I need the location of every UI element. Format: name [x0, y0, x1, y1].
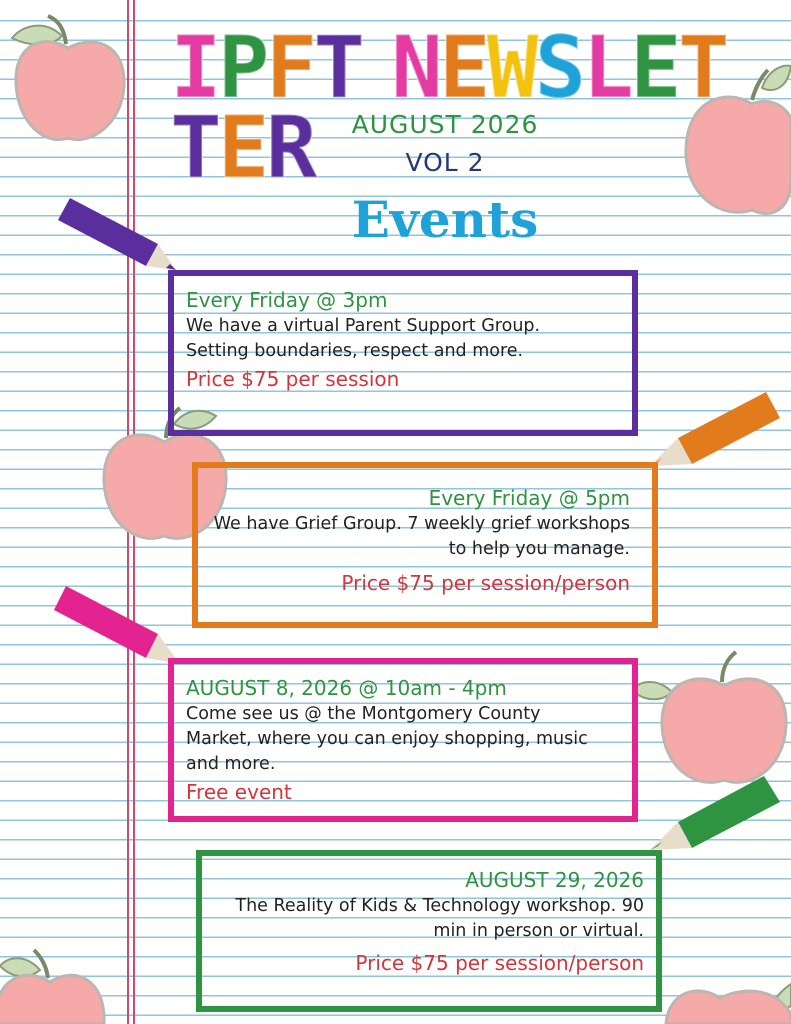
title-letter: T [170, 98, 218, 198]
event-time: Every Friday @ 3pm [186, 288, 388, 312]
title-letter: L [582, 18, 631, 118]
title-letter: E [630, 18, 678, 118]
apple-icon [0, 944, 108, 1024]
event-card-4 [214, 866, 644, 978]
title-letter: P [217, 18, 266, 118]
title-letter: N [391, 18, 439, 118]
event-price: Free event [186, 780, 292, 804]
event-card-1 [186, 286, 596, 394]
apple-icon [660, 978, 791, 1024]
event-description: We have a virtual Parent Support Group. Setting boundaries, respect and more. [186, 316, 541, 361]
title-letter: T [313, 18, 362, 118]
event-description: The Reality of Kids & Technology workshop. 90 min in person or virtual. [235, 896, 644, 941]
issue-month: AUGUST 2026 [351, 110, 539, 139]
title-letter: E [217, 98, 266, 198]
apple-icon [632, 640, 791, 790]
event-price: Price $75 per session/person [355, 951, 644, 975]
title-letter: R [265, 98, 314, 198]
orange-crayon-icon [640, 392, 780, 472]
event-time: AUGUST 8, 2026 @ 10am - 4pm [186, 676, 507, 700]
title-letter [361, 28, 391, 108]
event-card-3 [186, 674, 626, 807]
purple-crayon-icon [52, 198, 184, 278]
title-letter: I [170, 18, 218, 118]
event-time: Every Friday @ 5pm [428, 486, 630, 510]
pink-crayon-icon [52, 586, 184, 670]
event-price: Price $75 per session [186, 367, 400, 391]
issue-volume: VOL 2 [405, 148, 485, 177]
event-description: We have Grief Group. 7 weekly grief workshops to help you manage. [213, 514, 630, 559]
event-price: Price $75 per session/person [341, 571, 630, 595]
event-card-2 [206, 484, 630, 598]
event-time: AUGUST 29, 2026 [465, 868, 644, 892]
green-crayon-icon [640, 776, 780, 856]
title-letter: E [438, 18, 487, 118]
apple-icon [6, 6, 141, 151]
title-letter: S [534, 18, 583, 118]
title-letter: F [265, 18, 314, 118]
title-letter: W [486, 18, 535, 118]
title-letter: T [677, 18, 726, 118]
events-heading: Events [351, 190, 539, 249]
event-description: Come see us @ the Montgomery County Market, where you can enjoy shopping, music and more. [186, 704, 588, 774]
